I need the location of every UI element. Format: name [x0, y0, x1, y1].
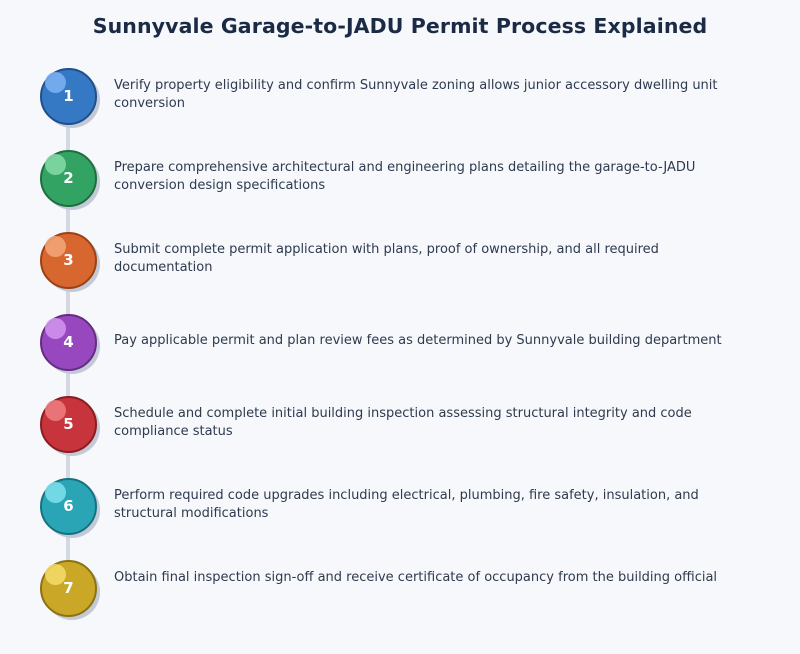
- step-number: 7: [63, 579, 74, 597]
- step-number: 4: [63, 333, 74, 351]
- step-text: Prepare comprehensive architectural and engineering plans detailing the garage-to-JADU conversion design specifications: [114, 160, 696, 193]
- step-item: [0, 150, 800, 210]
- step-badge: [40, 232, 100, 292]
- step-badge: [40, 150, 100, 210]
- step-item: [0, 560, 800, 620]
- step-item: [0, 314, 800, 374]
- step-item: [0, 478, 800, 538]
- step-badge: [40, 396, 100, 456]
- step-number: 6: [63, 497, 74, 515]
- step-item: [0, 232, 800, 292]
- step-text: Verify property eligibility and confirm Sunnyvale zoning allows junior accessory dwelling unit conversion: [114, 78, 718, 111]
- step-text: Submit complete permit application with plans, proof of ownership, and all required documentation: [114, 242, 659, 275]
- step-item: [0, 68, 800, 128]
- step-number: 2: [63, 169, 74, 187]
- step-text: Obtain final inspection sign-off and receive certificate of occupancy from the building official: [114, 570, 718, 585]
- step-badge: [40, 68, 100, 128]
- step-text: Pay applicable permit and plan review fees as determined by Sunnyvale building department: [114, 333, 722, 348]
- page-title: Sunnyvale Garage-to-JADU Permit Process Explained: [92, 14, 708, 38]
- step-badge: [40, 560, 100, 620]
- step-number: 3: [63, 251, 74, 269]
- step-item: [0, 396, 800, 456]
- step-number: 1: [63, 87, 74, 105]
- step-number: 5: [63, 415, 74, 433]
- step-text: Perform required code upgrades including electrical, plumbing, fire safety, insulation, and structural modifications: [114, 488, 699, 521]
- step-badge: [40, 314, 100, 374]
- step-text: Schedule and complete initial building inspection assessing structural integrity and code compliance status: [114, 406, 692, 439]
- step-badge: [40, 478, 100, 538]
